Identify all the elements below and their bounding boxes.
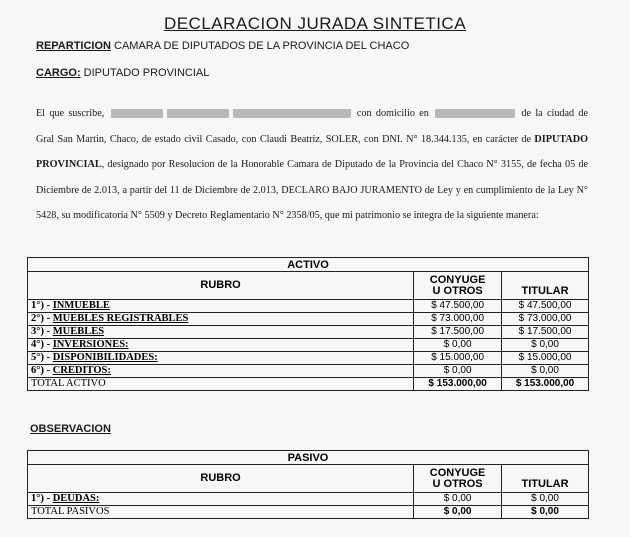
table-row [28,352,589,365]
row-titular-value: $ 0,00 [502,365,589,378]
row-titular-value: $ 0,00 [502,493,589,506]
total-conyuge-value: $ 0,00 [414,506,502,519]
reparticion-label: REPARTICION [36,40,111,52]
paragraph-cargo-bold: DIPUTADO PROVINCIAL [36,133,588,171]
declaration-paragraph [36,101,588,229]
paragraph-text-5: , designado por Resolucion de la Honorable Camara de Diputado de la Provincia del Chaco N° 3155, de fecha 05 de Diciembre de 2.013, a partir del 11 de Diciembre de 2.013, DECLARO BAJO JURAMENTO de Ley y en cumplimiento de la Ley N° 5428, su modificatoria N° 5509 y Decreto Reglamentario N° 2358/05, que mi patrimonio se integra de la siguiente manera: [36,159,588,222]
cargo-value: DIPUTADO PROVINCIAL [83,67,210,79]
total-titular-value: $ 153.000,00 [502,378,589,391]
cargo-label: CARGO: [36,67,81,79]
pasivo-col-conyuge: CONYUGE U OTROS [414,465,502,493]
row-label: 1°) - INMUEBLE [28,300,414,313]
row-label: 3°) - MUEBLES [28,326,414,339]
redacted-name-part [233,109,351,118]
total-label: TOTAL ACTIVO [28,378,414,391]
row-label: 6°) - CREDITOS: [28,365,414,378]
table-row [28,326,589,339]
total-conyuge-value: $ 153.000,00 [414,378,502,391]
row-conyuge-value: $ 47.500,00 [414,300,502,313]
document-title: DECLARACION JURADA SINTETICA [163,14,467,33]
total-row [28,506,589,519]
pasivo-heading: PASIVO [28,451,589,465]
table-row [28,493,589,506]
row-conyuge-value: $ 0,00 [414,493,502,506]
total-titular-value: $ 0,00 [502,506,589,519]
row-conyuge-value: $ 17.500,00 [414,326,502,339]
row-titular-value: $ 47.500,00 [502,300,589,313]
activo-table [27,257,589,391]
row-label: 2°) - MUEBLES REGISTRABLES [28,313,414,326]
paragraph-text-1: El que suscribe, [36,108,105,119]
paragraph-text-3: de la ciudad de Gral San Martin, Chaco, de estado civil Casado, con Claudi Beatriz, SOLER, con DNI. N° 18.344.135, en carácter de [36,108,589,145]
cargo-line [36,67,209,79]
pasivo-col-titular: TITULAR [502,465,589,493]
row-label: 5°) - DISPONIBILIDADES: [28,352,414,365]
total-row [28,378,589,391]
pasivo-col-rubro: RUBRO [28,465,414,493]
row-titular-value: $ 15.000,00 [502,352,589,365]
row-conyuge-value: $ 73.000,00 [414,313,502,326]
reparticion-value: CAMARA DE DIPUTADOS DE LA PROVINCIA DEL CHACO [114,40,410,52]
row-conyuge-value: $ 15.000,00 [414,352,502,365]
redacted-address [435,109,515,118]
paragraph-text-2: con domicilio en [356,108,429,119]
activo-heading: ACTIVO [28,258,589,272]
total-label: TOTAL PASIVOS [28,506,414,519]
redacted-name-part [111,109,163,118]
observacion-label: OBSERVACION [30,423,111,435]
activo-col-rubro: RUBRO [28,272,414,300]
reparticion-line [36,40,409,52]
row-titular-value: $ 73.000,00 [502,313,589,326]
activo-col-titular: TITULAR [502,272,589,300]
redacted-name-part [167,109,229,118]
row-label: 1°) - DEUDAS: [28,493,414,506]
row-conyuge-value: $ 0,00 [414,339,502,352]
table-row [28,313,589,326]
table-row [28,365,589,378]
row-label: 4°) - INVERSIONES: [28,339,414,352]
row-titular-value: $ 17.500,00 [502,326,589,339]
activo-col-conyuge: CONYUGE U OTROS [414,272,502,300]
table-row [28,300,589,313]
pasivo-table [27,450,589,519]
table-row [28,339,589,352]
row-conyuge-value: $ 0,00 [414,365,502,378]
row-titular-value: $ 0,00 [502,339,589,352]
